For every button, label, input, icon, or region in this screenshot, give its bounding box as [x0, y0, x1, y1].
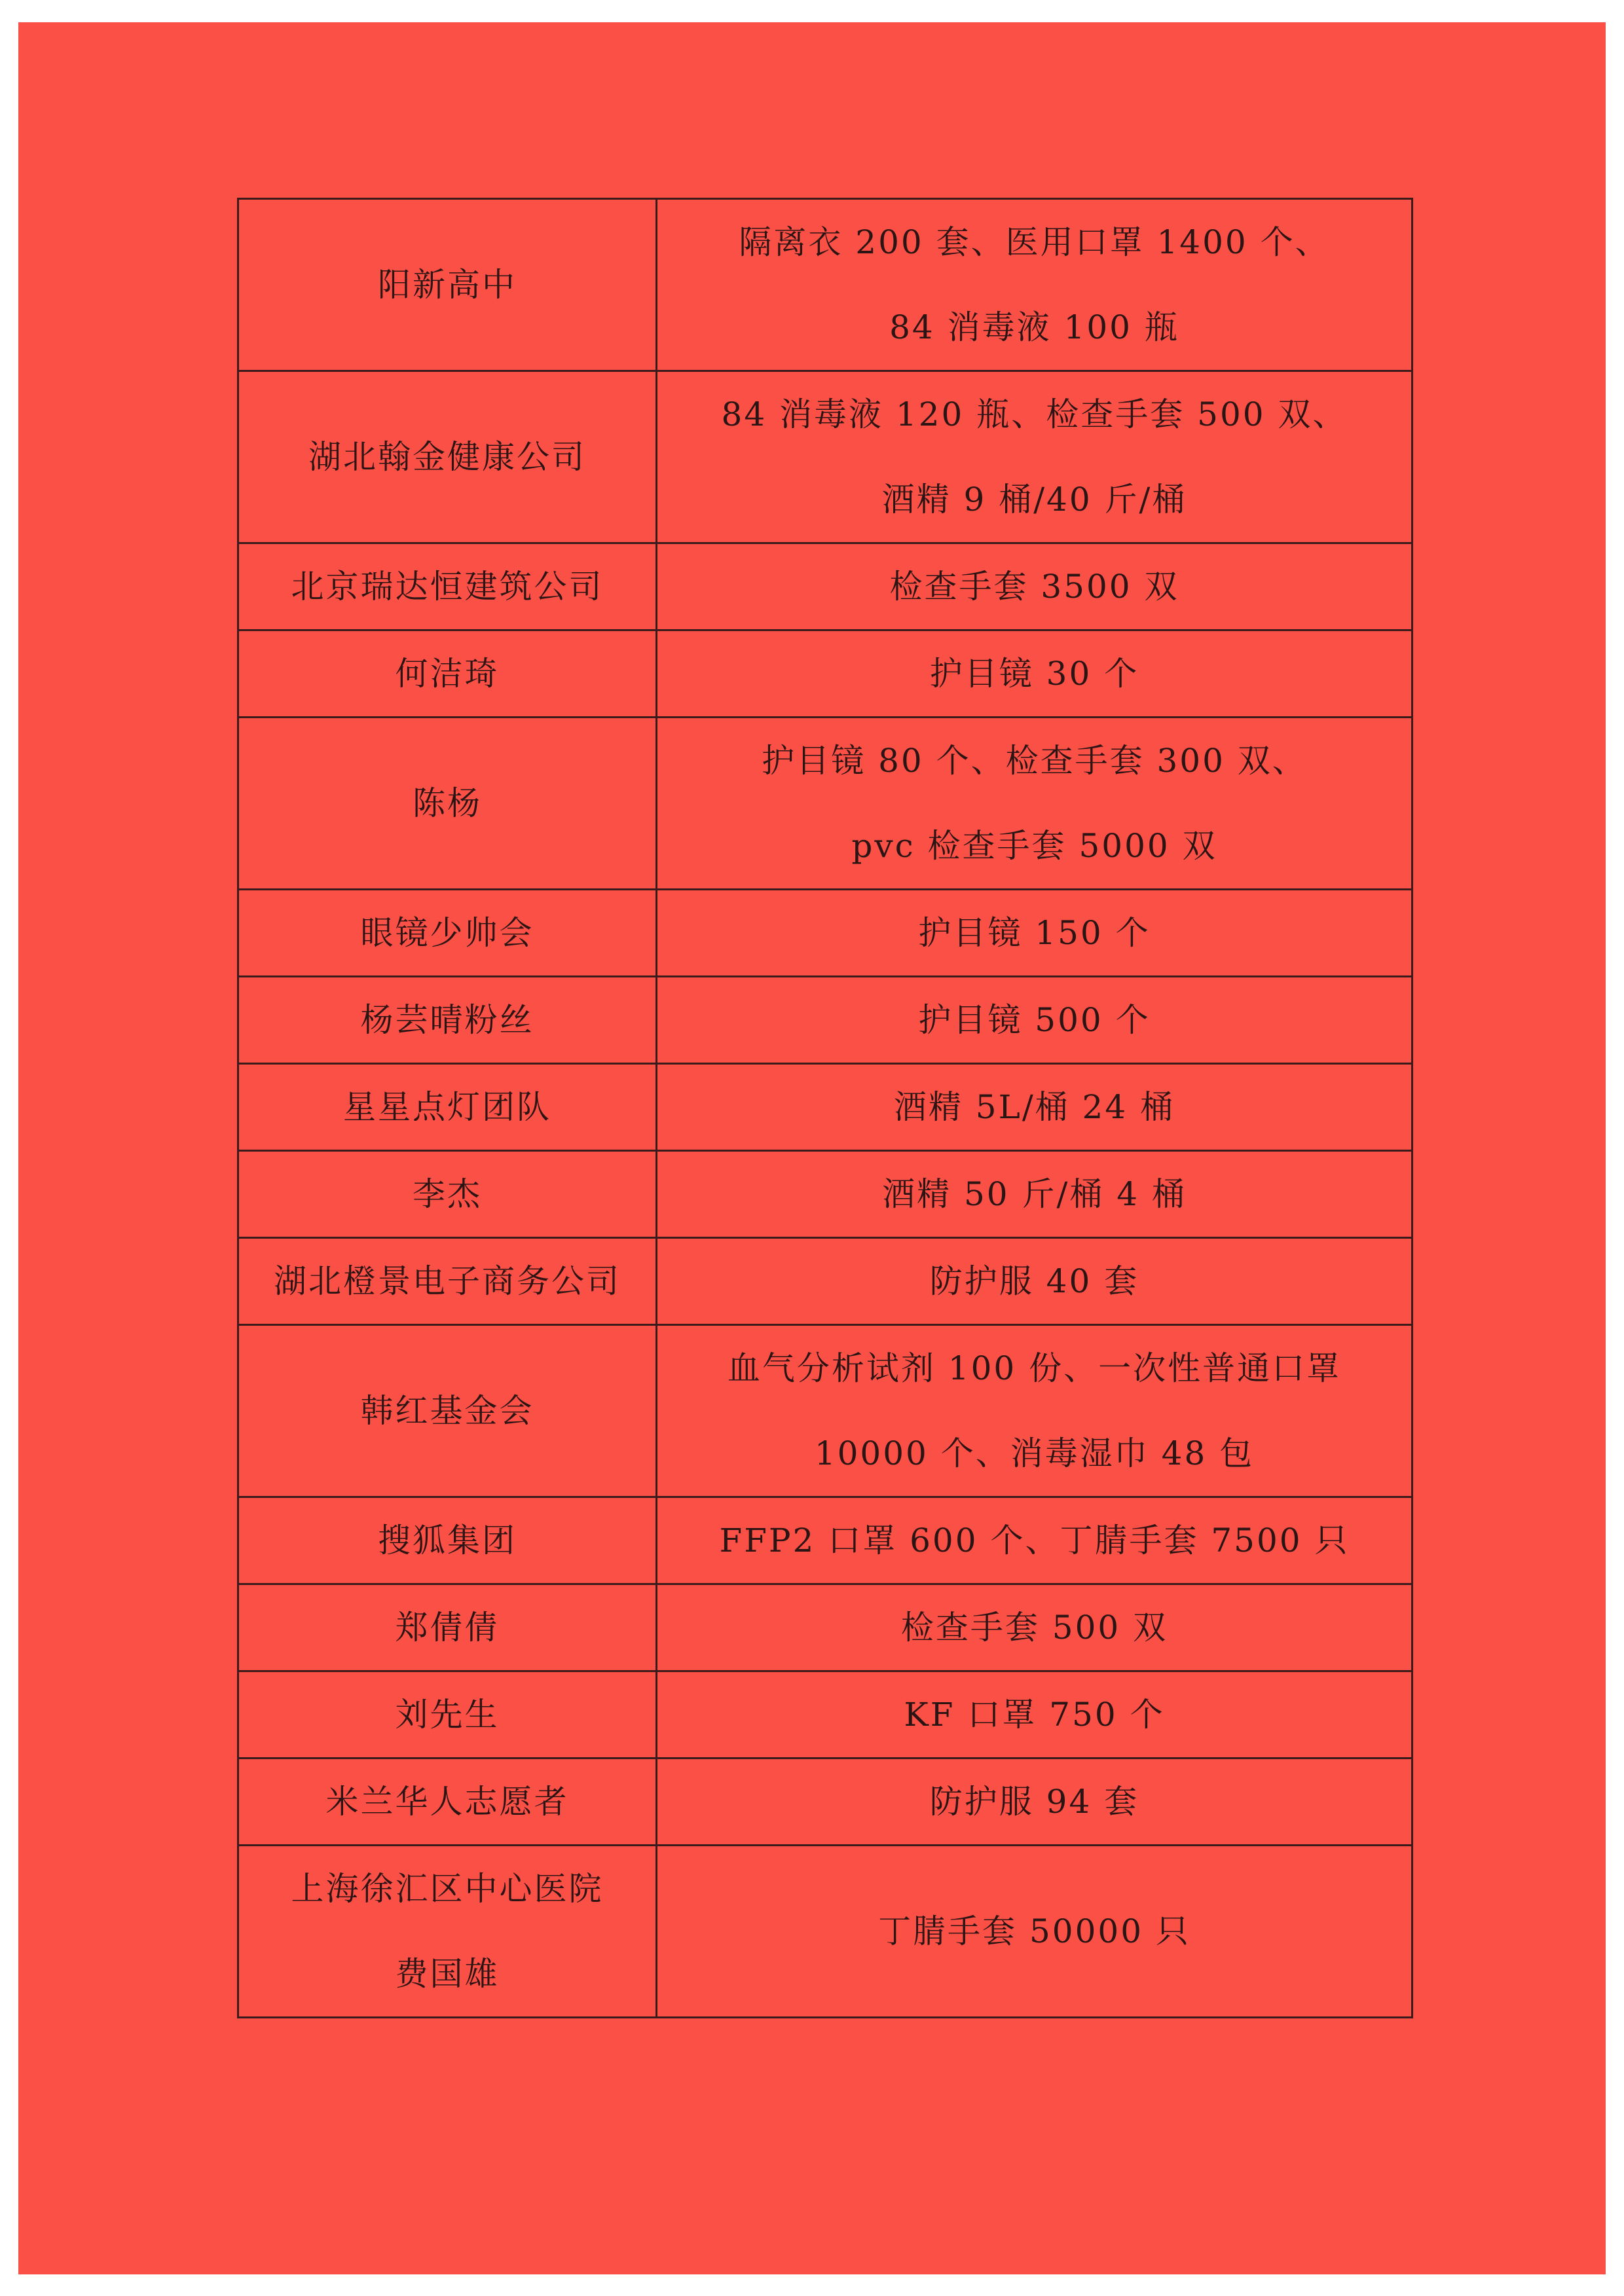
donor-name: 北京瑞达恒建筑公司 [291, 568, 604, 606]
table-row [238, 890, 1412, 977]
items-cell [657, 1671, 1412, 1758]
items-cell [657, 1238, 1412, 1325]
table-row [238, 371, 1412, 543]
donor-name: 湖北橙景电子商务公司 [274, 1262, 621, 1300]
items-cell [657, 371, 1412, 543]
donated-items-text: 防护服 94 套 [929, 1783, 1139, 1821]
table-row [238, 977, 1412, 1064]
donor-name: 陈杨 [413, 784, 482, 822]
red-page [18, 22, 1606, 2274]
table-row [238, 1064, 1412, 1151]
donor-cell [238, 199, 657, 371]
donor-name: 何洁琦 [395, 655, 500, 693]
table-row [238, 1151, 1412, 1238]
items-cell [657, 1846, 1412, 2018]
items-cell [657, 718, 1412, 890]
donor-name: 费国雄 [395, 1955, 500, 1993]
table-row [238, 1584, 1412, 1671]
donor-name: 杨芸晴粉丝 [360, 1001, 534, 1039]
donor-name: 李杰 [413, 1175, 482, 1213]
table-row [238, 199, 1412, 371]
donor-name: 湖北翰金健康公司 [308, 438, 586, 476]
table-row [238, 1238, 1412, 1325]
donated-items-text: 血气分析试剂 100 份、一次性普通口罩 [727, 1349, 1342, 1387]
donor-cell [238, 718, 657, 890]
items-cell [657, 1325, 1412, 1497]
donated-items-text: 检查手套 500 双 [900, 1609, 1168, 1647]
table-row [238, 1325, 1412, 1497]
donated-items-text: FFP2 口罩 600 个、丁腈手套 7500 只 [719, 1522, 1350, 1559]
table-row [238, 718, 1412, 890]
items-cell [657, 1497, 1412, 1584]
donated-items-text: 护目镜 30 个 [929, 655, 1139, 693]
donor-cell [238, 1325, 657, 1497]
donated-items-text: 丁腈手套 50000 只 [878, 1912, 1190, 1950]
items-cell [657, 1064, 1412, 1151]
donated-items-text: 酒精 5L/桶 24 桶 [893, 1088, 1175, 1126]
table-row [238, 630, 1412, 718]
donor-name: 米兰华人志愿者 [325, 1783, 569, 1821]
donor-name: 搜狐集团 [378, 1522, 517, 1559]
items-cell [657, 199, 1412, 371]
donated-items-text: 酒精 50 斤/桶 4 桶 [882, 1175, 1187, 1213]
donated-items-text: 隔离衣 200 套、医用口罩 1400 个、 [739, 223, 1330, 261]
donated-items-text: 10000 个、消毒湿巾 48 包 [814, 1434, 1255, 1472]
items-cell [657, 890, 1412, 977]
items-cell [657, 1758, 1412, 1846]
donated-items-text: 酒精 9 桶/40 斤/桶 [881, 481, 1187, 519]
donated-items-text: 84 消毒液 100 瓶 [889, 308, 1179, 346]
donor-cell [238, 1584, 657, 1671]
donated-items-text: 84 消毒液 120 瓶、检查手套 500 双、 [721, 395, 1348, 433]
donor-cell [238, 371, 657, 543]
items-cell [657, 630, 1412, 718]
donor-name: 上海徐汇区中心医院 [291, 1870, 604, 1908]
donated-items-text: KF 口罩 750 个 [904, 1696, 1165, 1734]
donor-name: 眼镜少帅会 [360, 914, 534, 952]
donated-items-text: 检查手套 3500 双 [889, 568, 1179, 606]
donated-items-text: 护目镜 500 个 [918, 1001, 1151, 1039]
donor-cell [238, 543, 657, 630]
table-row [238, 1671, 1412, 1758]
donor-name: 韩红基金会 [360, 1392, 534, 1430]
table-row [238, 1846, 1412, 2018]
donor-cell [238, 1671, 657, 1758]
items-cell [657, 543, 1412, 630]
donation-table-body [238, 199, 1412, 2018]
donor-cell [238, 890, 657, 977]
items-cell [657, 977, 1412, 1064]
donor-cell [238, 1497, 657, 1584]
items-cell [657, 1584, 1412, 1671]
table-row [238, 1497, 1412, 1584]
donor-cell [238, 1064, 657, 1151]
donor-name: 星星点灯团队 [343, 1088, 551, 1126]
donor-name: 刘先生 [395, 1696, 500, 1734]
table-row [238, 1758, 1412, 1846]
donor-cell [238, 1151, 657, 1238]
donor-cell [238, 630, 657, 718]
items-cell [657, 1151, 1412, 1238]
donation-table [237, 198, 1413, 2018]
donor-cell [238, 1238, 657, 1325]
donated-items-text: 防护服 40 套 [929, 1262, 1139, 1300]
donor-name: 郑倩倩 [395, 1609, 500, 1647]
donor-name: 阳新高中 [378, 266, 517, 304]
donated-items-text: 护目镜 150 个 [918, 914, 1151, 952]
donor-cell [238, 1758, 657, 1846]
donated-items-text: 护目镜 80 个、检查手套 300 双、 [762, 742, 1307, 780]
donor-cell [238, 1846, 657, 2018]
donated-items-text: pvc 检查手套 5000 双 [851, 827, 1217, 865]
table-row [238, 543, 1412, 630]
donor-cell [238, 977, 657, 1064]
